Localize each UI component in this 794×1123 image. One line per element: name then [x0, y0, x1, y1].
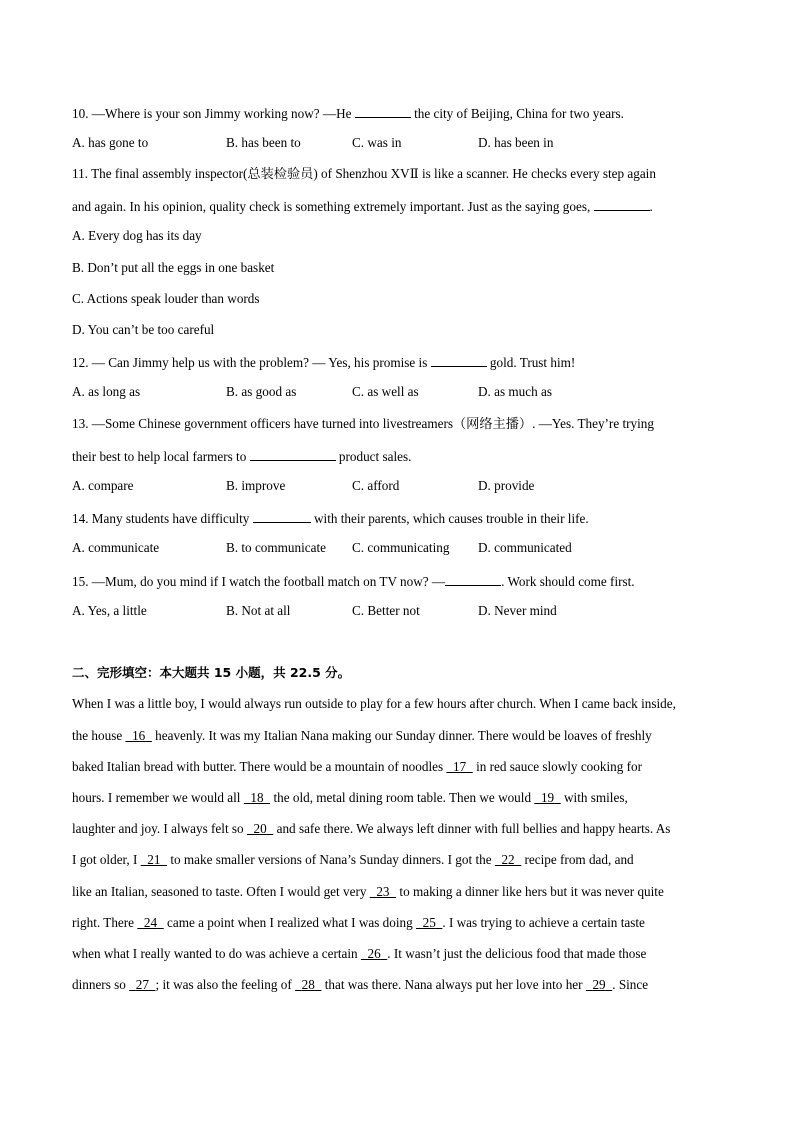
blank-22[interactable] [495, 852, 521, 867]
blank-number: 29 [592, 977, 606, 992]
answer-blank[interactable] [355, 104, 411, 118]
question-number: 10. [72, 106, 89, 121]
question-text: gold. Trust him! [486, 355, 576, 370]
option-d[interactable]: D. provide [478, 478, 535, 493]
question-number: 14. [72, 511, 89, 526]
option-a[interactable]: A. Every dog has its day [72, 228, 202, 243]
option-a[interactable]: A. Yes, a little [72, 603, 147, 618]
passage-text: the old, metal dining room table. Then we would [270, 790, 535, 805]
question-text: Many students have difficulty [91, 511, 253, 526]
question-number: 15. [72, 574, 89, 589]
blank-number: 19 [540, 790, 555, 805]
answer-blank[interactable] [250, 447, 336, 461]
question-11-line2 [72, 197, 653, 215]
option-c[interactable]: C. communicating [352, 540, 450, 555]
blank-23[interactable] [370, 884, 396, 899]
question-text: —Mum, do you mind if I watch the football match on TV now? — [91, 574, 446, 589]
answer-blank[interactable] [445, 572, 501, 586]
option-b[interactable]: B. to communicate [226, 540, 326, 555]
blank-number: 16 [132, 728, 146, 743]
option-d[interactable]: D. as much as [478, 384, 552, 399]
answer-blank[interactable] [253, 509, 311, 523]
passage-text: that was there. Nana always put her love into her [321, 977, 586, 992]
blank-number: 26 [367, 946, 381, 961]
passage-line [72, 821, 670, 837]
passage-text: When I was a little boy, I would always run outside to play for a few hours after church. When I came back inside, [72, 696, 676, 711]
blank-21[interactable] [141, 852, 167, 867]
passage-text: . It wasn’t just the delicious food that made those [387, 946, 647, 961]
blank-20[interactable] [247, 821, 273, 836]
option-d[interactable]: D. You can’t be too careful [72, 322, 215, 337]
passage-line [72, 790, 628, 806]
passage-line [72, 759, 642, 775]
option-b[interactable]: B. Not at all [226, 603, 291, 618]
passage-text: like an Italian, seasoned to taste. Often I would get very [72, 884, 370, 899]
passage-text: right. There [72, 915, 138, 930]
option-c[interactable]: C. as well as [352, 384, 419, 399]
section-title: 二、完形填空：本大题共 15 小题，共 22.5 分。 [72, 665, 351, 680]
blank-17[interactable] [446, 759, 472, 774]
question-text: — Can Jimmy help us with the problem? — Yes, his promise is [91, 355, 431, 370]
option-b[interactable]: B. has been to [226, 135, 301, 150]
passage-text: hours. I remember we would all [72, 790, 244, 805]
blank-28[interactable] [295, 977, 321, 992]
question-text: their best to help local farmers to [72, 449, 250, 464]
blank-18[interactable] [244, 790, 270, 805]
option-b[interactable]: B. improve [226, 478, 286, 493]
blank-number: 18 [250, 790, 264, 805]
blank-24[interactable] [137, 915, 163, 930]
passage-line [72, 946, 646, 962]
question-text: . Work should come first. [501, 574, 635, 589]
question-number: 13. [72, 416, 89, 431]
blank-16[interactable] [125, 728, 151, 743]
question-13 [72, 416, 654, 432]
passage-line [72, 696, 676, 712]
blank-29[interactable] [586, 977, 612, 992]
answer-blank[interactable] [594, 197, 650, 211]
question-text: —Where is your son Jimmy working now? —He [91, 106, 355, 121]
blank-25[interactable] [416, 915, 442, 930]
passage-text: to make smaller versions of Nana’s Sunday dinners. I got the [167, 852, 495, 867]
question-number: 12. [72, 355, 89, 370]
option-a[interactable]: A. communicate [72, 540, 160, 555]
option-b[interactable]: B. Don’t put all the eggs in one basket [72, 260, 275, 275]
question-text: the city of Beijing, China for two years. [410, 106, 624, 121]
option-c[interactable]: C. Better not [352, 603, 420, 618]
passage-text: came a point when I realized what I was doing [163, 915, 416, 930]
question-text: . [649, 199, 653, 214]
passage-text: when what I really wanted to do was achieve a certain [72, 946, 361, 961]
passage-text: the house [72, 728, 126, 743]
question-text: and again. In his opinion, quality check is something extremely important. Just as the saying goes, [72, 199, 594, 214]
passage-text: heavenly. It was my Italian Nana making our Sunday dinner. There would be loaves of freshly [151, 728, 652, 743]
passage-text: baked Italian bread with butter. There would be a mountain of noodles [72, 759, 447, 774]
question-13-line2 [72, 447, 411, 465]
passage-text: I got older, I [72, 852, 141, 867]
passage-text: . I was trying to achieve a certain taste [442, 915, 645, 930]
option-c[interactable]: C. Actions speak louder than words [72, 291, 260, 306]
option-c[interactable]: C. was in [352, 135, 402, 150]
option-d[interactable]: D. Never mind [478, 603, 557, 618]
passage-line [72, 977, 648, 993]
option-a[interactable]: A. compare [72, 478, 134, 493]
question-14 [72, 509, 589, 527]
blank-number: 22 [501, 852, 515, 867]
question-10 [72, 104, 624, 122]
passage-line [72, 915, 645, 931]
question-15 [72, 572, 635, 590]
passage-text: with smiles, [560, 790, 628, 805]
blank-number: 27 [135, 977, 149, 992]
answer-blank[interactable] [431, 353, 487, 367]
option-c[interactable]: C. afford [352, 478, 400, 493]
option-a[interactable]: A. as long as [72, 384, 141, 399]
option-b[interactable]: B. as good as [226, 384, 297, 399]
passage-line [72, 884, 664, 900]
question-text: The final assembly inspector(总装检验员) of Shenzhou XVⅡ is like a scanner. He checks every step again [91, 166, 656, 181]
passage-text: in red sauce slowly cooking for [472, 759, 642, 774]
passage-text: laughter and joy. I always felt so [72, 821, 247, 836]
blank-number: 25 [422, 915, 436, 930]
blank-19[interactable] [534, 790, 560, 805]
blank-number: 20 [253, 821, 267, 836]
blank-number: 17 [453, 759, 467, 774]
question-12 [72, 353, 575, 371]
option-a[interactable]: A. has gone to [72, 135, 149, 150]
blank-number: 24 [143, 915, 158, 930]
option-d[interactable]: D. has been in [478, 135, 554, 150]
blank-number: 28 [301, 977, 315, 992]
blank-27[interactable] [129, 977, 155, 992]
passage-line [72, 852, 634, 868]
option-d[interactable]: D. communicated [478, 540, 572, 555]
passage-line [72, 728, 652, 744]
passage-text: ; it was also the feeling of [155, 977, 296, 992]
blank-number: 23 [376, 884, 390, 899]
passage-text: dinners so [72, 977, 130, 992]
question-11 [72, 166, 656, 182]
passage-text: recipe from dad, and [521, 852, 634, 867]
passage-text: and safe there. We always left dinner with full bellies and happy hearts. As [273, 821, 671, 836]
passage-text: . Since [612, 977, 649, 992]
blank-number: 21 [147, 852, 161, 867]
question-text: with their parents, which causes trouble in their life. [310, 511, 589, 526]
passage-text: to making a dinner like hers but it was never quite [396, 884, 664, 899]
question-text: —Some Chinese government officers have turned into livestreamers（网络主播）. —Yes. They’re trying [91, 416, 654, 431]
blank-26[interactable] [361, 946, 387, 961]
question-number: 11. [72, 166, 88, 181]
question-text: product sales. [335, 449, 412, 464]
